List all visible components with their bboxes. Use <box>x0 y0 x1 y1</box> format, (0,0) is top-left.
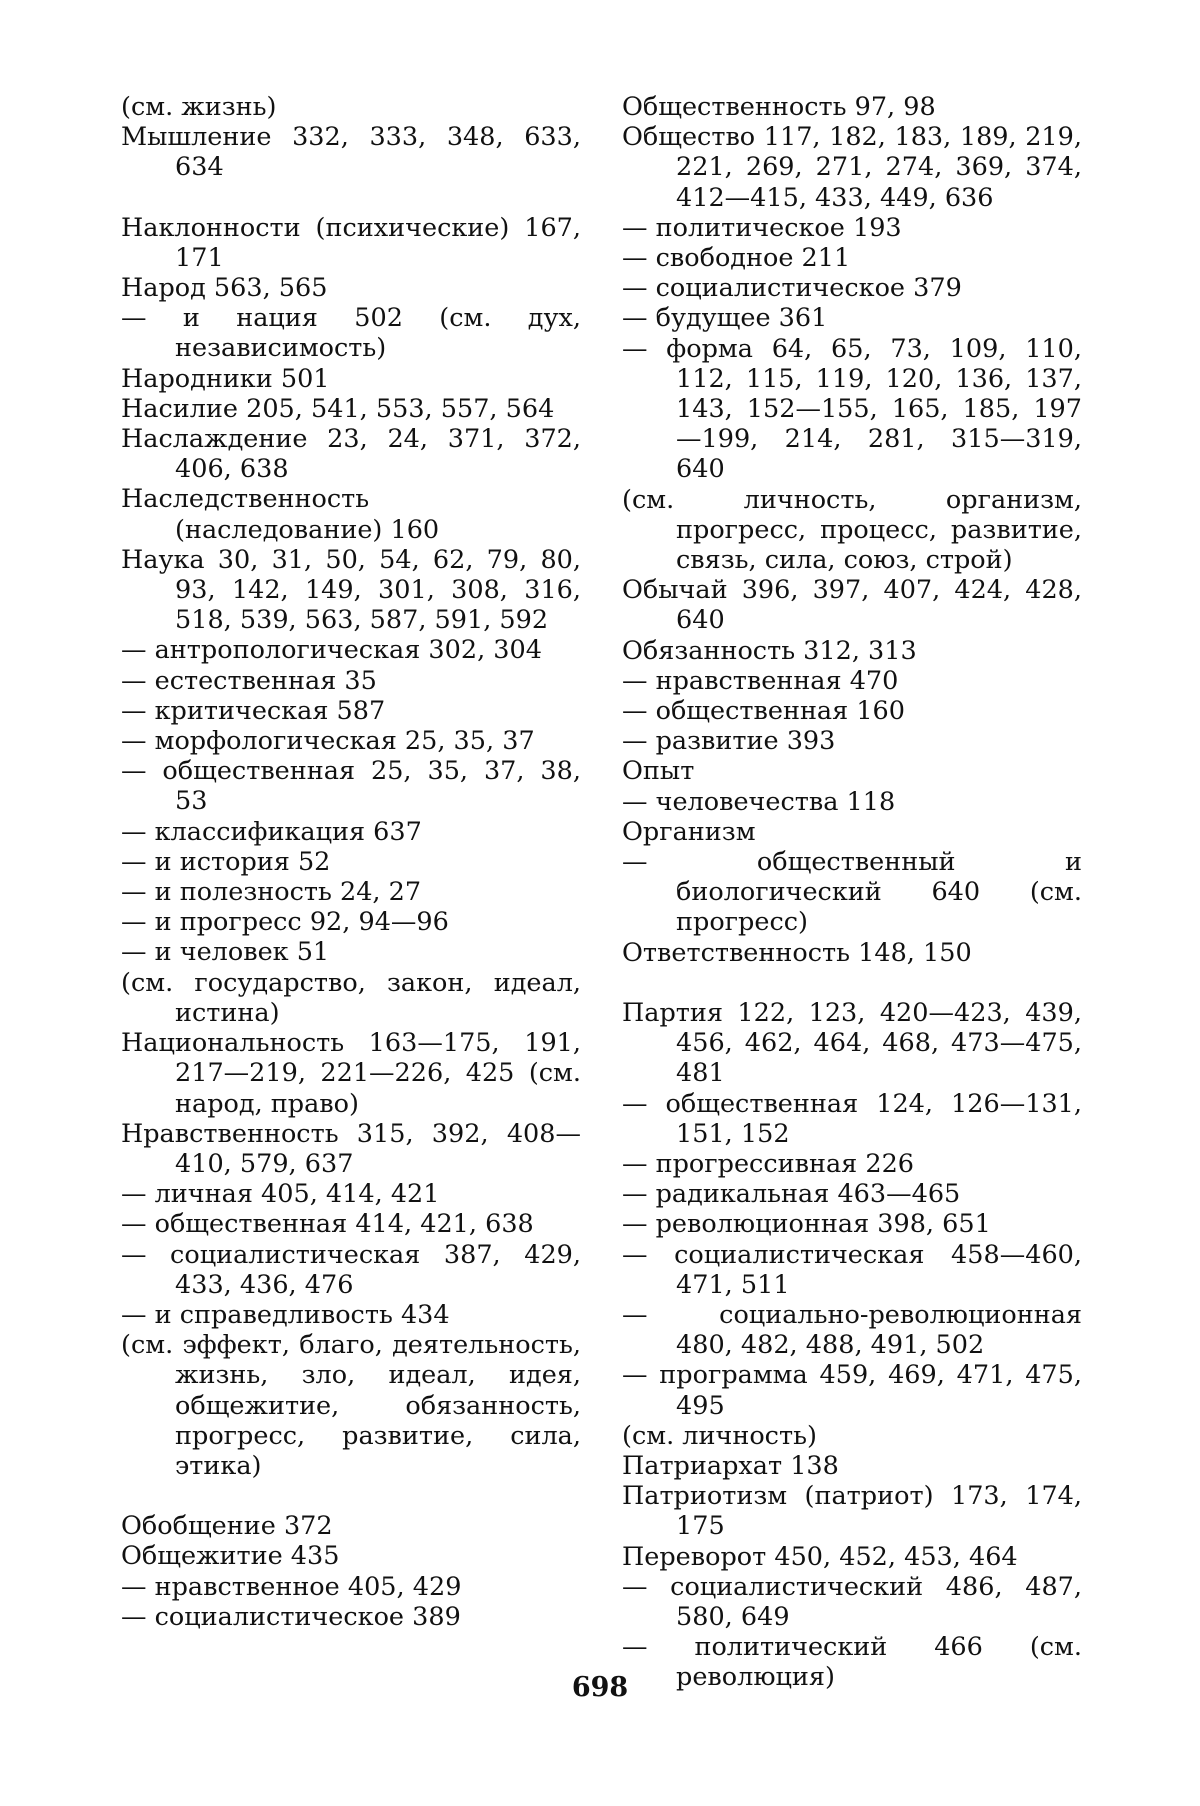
index-entry: — программа 459, 469, 471, 475, 495 <box>622 1360 1082 1421</box>
index-entry: — политическое 193 <box>622 212 902 243</box>
index-entry: — человечества 118 <box>622 786 896 817</box>
index-entry: (см. эффект, благо, деятельность, жизнь, зло, идеал, идея, общежитие, обязанность, прогресс, развитие, сила, этика) <box>121 1330 581 1481</box>
index-entry: Общежитие 435 <box>121 1541 340 1572</box>
index-entry: — общественный и биологический 640 (см. прогресс) <box>622 847 1082 938</box>
index-entry: (см. жизнь) <box>121 92 277 122</box>
index-entry: Опыт <box>622 756 695 787</box>
index-entry: Национальность 163—175, 191, 217—219, 221—226, 425 (см. народ, право) <box>121 1028 581 1119</box>
right-column <box>622 92 1082 1693</box>
index-entry: — социалистический 486, 487, 580, 649 <box>622 1571 1082 1632</box>
index-entry: — свободное 211 <box>622 243 851 274</box>
index-entry: — радикальная 463—465 <box>622 1179 961 1210</box>
index-entry: Народ 563, 565 <box>121 273 328 304</box>
index-entry: Общественность 97, 98 <box>622 92 936 122</box>
index-entry: — социалистическая 458—460, 471, 511 <box>622 1239 1082 1300</box>
index-entry: Наклонности (психические) 167, 171 <box>121 212 581 273</box>
index-entry: — личная 405, 414, 421 <box>121 1179 440 1210</box>
index-entry: Ответственность 148, 150 <box>622 937 972 968</box>
index-entry: Партия 122, 123, 420—423, 439, 456, 462, 464, 468, 473—475, 481 <box>622 997 1082 1089</box>
index-entry: — общественная 414, 421, 638 <box>121 1209 534 1240</box>
index-entry: Народники 501 <box>121 363 330 394</box>
index-entry: Наука 30, 31, 50, 54, 62, 79, 80, 93, 142, 149, 301, 308, 316, 518, 539, 563, 587, 591, 592 <box>121 544 581 636</box>
index-entry: — политический 466 (см. революция) <box>622 1632 1082 1693</box>
index-entry: (см. государство, закон, идеал, истина) <box>121 967 581 1028</box>
index-entry: — форма 64, 65, 73, 109, 110, 112, 115, 119, 120, 136, 137, 143, 152—155, 165, 185, 197—199, 214, 281, 315—319, 640 <box>622 333 1082 485</box>
index-entry: Патриотизм (патриот) 173, 174, 175 <box>622 1481 1082 1542</box>
index-entry: (см. личность) <box>622 1420 817 1451</box>
index-entry: — общественная 25, 35, 37, 38, 53 <box>121 756 581 817</box>
index-entry: — и история 52 <box>121 846 331 877</box>
index-entry: Общество 117, 182, 183, 189, 219, 221, 269, 271, 274, 369, 374, 412—415, 433, 449, 636 <box>622 122 1082 213</box>
index-entry: Патриархат 138 <box>622 1450 839 1481</box>
index-entry: — развитие 393 <box>622 726 836 757</box>
index-entry: — социально-революционная 480, 482, 488, 491, 502 <box>622 1299 1082 1361</box>
index-entry: Мышление 332, 333, 348, 633, 634 <box>121 122 581 183</box>
index-entry: Насилие 205, 541, 553, 557, 564 <box>121 393 555 424</box>
index-entry: (см. личность, организм, прогресс, процесс, развитие, связь, сила, союз, строй) <box>622 484 1082 576</box>
index-entry: — революционная 398, 651 <box>622 1209 991 1240</box>
index-entry: — и полезность 24, 27 <box>121 877 422 908</box>
index-entry: — социалистическое 379 <box>622 273 962 304</box>
index-entry: Наслаждение 23, 24, 371, 372, 406, 638 <box>121 424 581 485</box>
index-entry: Нравственность 315, 392, 408—410, 579, 637 <box>121 1118 581 1179</box>
index-entry: Обычай 396, 397, 407, 424, 428, 640 <box>622 575 1082 636</box>
index-entry: — прогрессивная 226 <box>622 1148 915 1179</box>
index-entry: — общественная 124, 126—131, 151, 152 <box>622 1088 1082 1149</box>
index-entry: — будущее 361 <box>622 303 828 334</box>
left-column <box>121 92 581 1632</box>
index-entry: — классификация 637 <box>121 816 422 847</box>
index-entry: Наследственность (наследование) 160 <box>121 484 440 545</box>
index-entry: — естественная 35 <box>121 665 377 696</box>
index-entry: — и нация 502 (см. дух, независимость) <box>121 303 581 364</box>
index-entry: — и прогресс 92, 94—96 <box>121 907 449 938</box>
index-entry: Обязанность 312, 313 <box>622 635 917 666</box>
index-entry: — социалистическая 387, 429, 433, 436, 476 <box>121 1239 581 1300</box>
index-entry: — нравственная 470 <box>622 665 899 696</box>
index-entry: — социалистическое 389 <box>121 1601 461 1632</box>
index-entry: Обобщение 372 <box>121 1511 333 1542</box>
index-entry: Организм <box>622 816 756 847</box>
index-entry: — антропологическая 302, 304 <box>121 635 542 666</box>
index-entry: — критическая 587 <box>121 695 386 726</box>
index-entry: — морфологическая 25, 35, 37 <box>121 726 535 757</box>
index-entry: — и человек 51 <box>121 937 330 968</box>
index-entry: — и справедливость 434 <box>121 1299 450 1330</box>
index-entry: — общественная 160 <box>622 696 906 727</box>
page-number: 698 <box>571 1672 629 1703</box>
index-entry: — нравственное 405, 429 <box>121 1571 462 1602</box>
index-entry: Переворот 450, 452, 453, 464 <box>622 1541 1018 1572</box>
